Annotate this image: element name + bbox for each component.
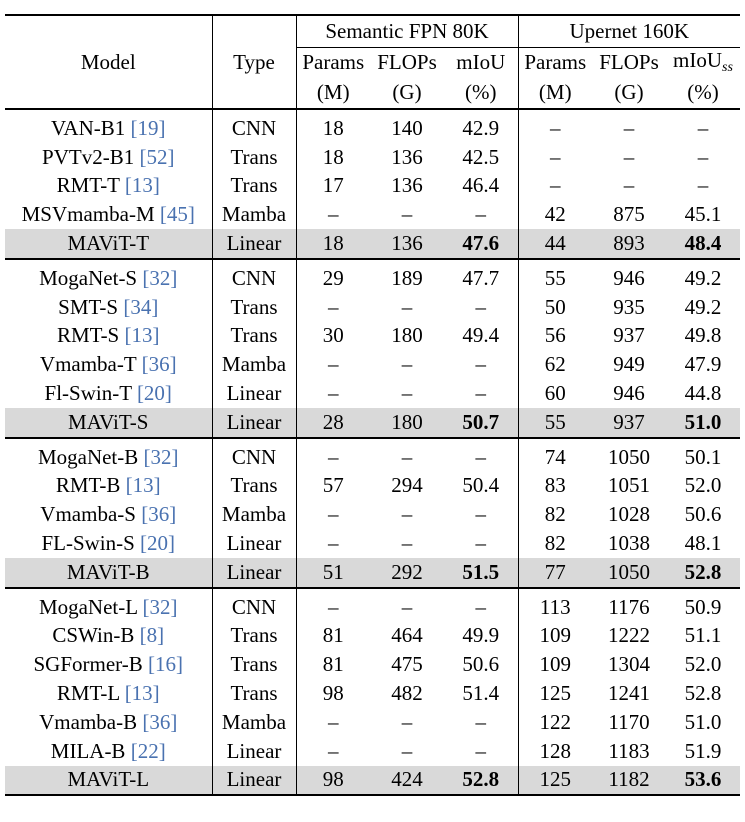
up-flops-cell: 946 (592, 259, 666, 293)
type-cell: Linear (212, 229, 296, 259)
fpn-params-cell: – (328, 531, 339, 556)
up-flops-cell: 1028 (608, 502, 650, 527)
type-cell: Linear (212, 379, 296, 408)
table-row (5, 143, 740, 172)
citation-link[interactable]: [8] (139, 623, 165, 648)
table-row (5, 379, 740, 408)
up-params-cell: 42 (544, 202, 566, 227)
up-params-cell: 77 (518, 558, 592, 588)
up-miou-cell: 50.9 (666, 588, 740, 622)
fpn-flops-cell: 482 (391, 681, 423, 706)
fpn-flops-cell: – (401, 738, 413, 763)
model-name: VAN-B1 (50, 115, 131, 140)
up-miou-cell: 50.6 (684, 502, 722, 527)
table-row (5, 737, 740, 766)
fpn-params-cell: – (328, 502, 339, 527)
model-name: Vmamba-B (39, 709, 143, 734)
model-cell (5, 379, 212, 408)
model-cell (5, 529, 212, 558)
model-cell (5, 172, 212, 201)
up-flops-cell: 1038 (608, 531, 650, 556)
citation-link[interactable]: [13] (124, 323, 160, 348)
type-cell: Trans (212, 650, 296, 679)
type-cell: Linear (212, 766, 296, 796)
fpn-flops-cell: 180 (370, 408, 444, 438)
up-params-cell: 83 (544, 473, 566, 498)
fpn-params-cell: – (328, 352, 339, 377)
up-miou-cell: – (666, 109, 740, 143)
table-row (5, 529, 740, 558)
model-cell (5, 472, 212, 501)
fpn-params-cell: 57 (322, 473, 344, 498)
fpn-flops-cell: 189 (370, 259, 444, 293)
up-miou-cell: 52.0 (684, 652, 722, 677)
fpn-flops-cell: 294 (391, 473, 423, 498)
up-flops-cell: 1183 (608, 738, 650, 763)
table-row (5, 588, 740, 622)
up-flops-cell: 1050 (592, 438, 666, 472)
type-cell: Mamba (212, 350, 296, 379)
fpn-flops-cell: 136 (391, 173, 423, 198)
header-fpn-params-unit: (M) (316, 80, 350, 104)
up-flops-cell: 1050 (592, 558, 666, 588)
fpn-miou-cell: – (444, 293, 518, 322)
up-miou-cell: 51.0 (666, 408, 740, 438)
fpn-params-cell: – (328, 294, 339, 319)
table-row (5, 200, 740, 229)
fpn-miou-cell: 52.8 (444, 766, 518, 796)
fpn-miou-cell: 47.7 (444, 259, 518, 293)
up-flops-cell: 1304 (608, 652, 650, 677)
up-params-cell: 55 (518, 408, 592, 438)
fpn-miou-cell: – (444, 438, 518, 472)
fpn-miou-cell: 42.5 (444, 143, 518, 172)
model-cell (5, 408, 212, 438)
up-params-cell: 109 (539, 623, 571, 648)
fpn-flops-cell: – (370, 588, 444, 622)
up-miou-cell: – (697, 173, 709, 198)
up-miou-cell: 50.1 (666, 438, 740, 472)
fpn-params-cell: 30 (322, 323, 344, 348)
fpn-flops-cell: – (401, 502, 413, 527)
citation-link[interactable]: [52] (139, 144, 175, 169)
up-miou-cell: 47.9 (684, 352, 722, 377)
up-flops-cell: 949 (613, 352, 645, 377)
table-row (5, 500, 740, 529)
segmentation-results-table (5, 14, 740, 796)
model-name: CSWin-B (52, 623, 140, 648)
model-cell (5, 200, 212, 229)
type-cell: Trans (212, 172, 296, 201)
citation-link[interactable]: [16] (148, 652, 183, 677)
type-cell: Trans (212, 679, 296, 708)
type-cell: Linear (212, 529, 296, 558)
table-row (5, 472, 740, 501)
fpn-params-cell: 51 (296, 558, 370, 588)
citation-link[interactable]: [32] (143, 444, 179, 469)
model-name: RMT-B (55, 473, 126, 498)
type-cell: CNN (212, 438, 296, 472)
fpn-miou-cell: 50.6 (444, 650, 518, 679)
up-miou-cell: 48.4 (666, 229, 740, 259)
header-fpn-flops: FLOPs (377, 50, 437, 74)
citation-link[interactable]: [32] (142, 594, 178, 619)
ours-row (5, 229, 740, 259)
fpn-params-cell: – (296, 588, 370, 622)
model-cell (5, 622, 212, 651)
fpn-miou-cell: 50.4 (444, 472, 518, 501)
citation-link[interactable]: [20] (136, 381, 172, 406)
ours-row (5, 408, 740, 438)
up-miou-cell: 51.9 (684, 738, 722, 763)
fpn-params-cell: – (328, 202, 339, 227)
type-cell: Mamba (212, 500, 296, 529)
model-name: MAViT-L (67, 767, 150, 792)
header-up-flops: FLOPs (599, 50, 659, 74)
header-semantic-fpn: Semantic FPN 80K (296, 15, 518, 48)
up-flops-cell: 1176 (592, 588, 666, 622)
model-name: FL-Swin-S (41, 531, 141, 556)
model-cell (5, 350, 212, 379)
citation-link[interactable]: [45] (159, 202, 195, 227)
up-miou-cell: 53.6 (666, 766, 740, 796)
up-params-cell: 109 (539, 652, 571, 677)
header-up-miou-label: mIoU (673, 48, 723, 72)
up-params-cell: – (518, 109, 592, 143)
up-params-cell: – (550, 173, 561, 198)
fpn-flops-cell: – (401, 531, 413, 556)
model-name: MogaNet-B (37, 444, 144, 469)
model-name: Fl-Swin-T (44, 381, 137, 406)
fpn-params-cell: 18 (322, 144, 344, 169)
header-up-miou-subscript: ss (722, 60, 733, 75)
up-params-cell: 60 (544, 381, 566, 406)
fpn-params-cell: 18 (296, 229, 370, 259)
table-row (5, 650, 740, 679)
up-params-cell: 125 (518, 766, 592, 796)
up-params-cell: 82 (544, 502, 566, 527)
citation-link[interactable]: [32] (142, 265, 178, 290)
model-name: RMT-S (56, 323, 125, 348)
header-fpn-miou: mIoU (444, 48, 518, 78)
type-cell: CNN (212, 588, 296, 622)
fpn-params-cell: 81 (322, 623, 344, 648)
table-row (5, 322, 740, 351)
ours-row (5, 766, 740, 796)
citation-link[interactable]: [22] (130, 738, 166, 763)
fpn-miou-cell: – (444, 529, 518, 558)
fpn-params-cell: 98 (296, 766, 370, 796)
table-row (5, 293, 740, 322)
model-cell (5, 500, 212, 529)
citation-link[interactable]: [19] (130, 115, 166, 140)
fpn-miou-cell: 47.6 (444, 229, 518, 259)
citation-link[interactable]: [36] (142, 709, 178, 734)
type-cell: CNN (212, 259, 296, 293)
up-miou-cell: 52.0 (684, 473, 722, 498)
up-miou-cell: 52.8 (684, 681, 722, 706)
citation-link[interactable]: [34] (123, 294, 159, 319)
type-cell: Mamba (212, 708, 296, 737)
up-flops-cell: – (592, 109, 666, 143)
up-miou-cell: 51.0 (684, 709, 722, 734)
fpn-params-cell: – (328, 738, 339, 763)
table-header (5, 15, 740, 109)
model-name: RMT-T (56, 173, 125, 198)
up-miou-cell: – (697, 144, 709, 169)
model-cell (5, 259, 212, 293)
fpn-flops-cell: 424 (370, 766, 444, 796)
fpn-params-cell: 18 (296, 109, 370, 143)
fpn-params-cell: – (296, 438, 370, 472)
header-fpn-params: Params (302, 50, 365, 74)
fpn-flops-cell: 140 (370, 109, 444, 143)
table-row (5, 622, 740, 651)
model-name: SMT-S (58, 294, 124, 319)
up-params-cell: 128 (539, 738, 571, 763)
up-miou-cell: 49.2 (666, 259, 740, 293)
up-flops-cell: 937 (592, 408, 666, 438)
type-cell: CNN (212, 109, 296, 143)
model-cell (5, 650, 212, 679)
header-upernet: Upernet 160K (518, 15, 740, 48)
fpn-flops-cell: – (401, 294, 413, 319)
fpn-params-cell: 29 (296, 259, 370, 293)
fpn-miou-cell: 42.9 (444, 109, 518, 143)
results-table-container (5, 0, 740, 796)
fpn-params-cell: – (328, 381, 339, 406)
fpn-miou-cell: 51.4 (444, 679, 518, 708)
up-params-cell: 50 (544, 294, 566, 319)
model-name: Vmamba-T (39, 352, 142, 377)
up-params-cell: 44 (518, 229, 592, 259)
model-cell (5, 293, 212, 322)
model-cell (5, 558, 212, 588)
citation-link[interactable]: [36] (141, 502, 177, 527)
table-row (5, 438, 740, 472)
type-cell: Trans (212, 622, 296, 651)
table-row (5, 679, 740, 708)
type-cell: Trans (212, 143, 296, 172)
type-cell: Trans (212, 472, 296, 501)
table-row (5, 109, 740, 143)
model-name: Vmamba-S (40, 502, 142, 527)
up-params-cell: – (550, 144, 561, 169)
fpn-miou-cell: – (444, 200, 518, 229)
up-params-cell: 125 (539, 681, 571, 706)
type-cell: Linear (212, 558, 296, 588)
model-name: MAViT-S (68, 409, 149, 434)
up-flops-cell: – (623, 144, 635, 169)
up-params-cell: 74 (518, 438, 592, 472)
fpn-flops-cell: 475 (391, 652, 423, 677)
up-miou-cell: 44.8 (684, 381, 722, 406)
fpn-flops-cell: – (370, 438, 444, 472)
fpn-flops-cell: 136 (370, 229, 444, 259)
up-params-cell: 122 (539, 709, 571, 734)
up-params-cell: 82 (544, 531, 566, 556)
table-row (5, 172, 740, 201)
up-miou-cell: 49.2 (684, 294, 722, 319)
model-cell (5, 109, 212, 143)
header-up-miou-unit: (%) (687, 80, 719, 104)
fpn-miou-cell: 49.4 (444, 322, 518, 351)
up-flops-cell: 1051 (608, 473, 650, 498)
model-name: SGFormer-B (33, 652, 148, 677)
up-flops-cell: 937 (613, 323, 645, 348)
ours-row (5, 558, 740, 588)
up-miou-cell: 49.8 (684, 323, 722, 348)
up-miou-cell: 51.1 (684, 623, 722, 648)
fpn-miou-cell: – (444, 379, 518, 408)
fpn-miou-cell: – (444, 708, 518, 737)
fpn-miou-cell: 50.7 (444, 408, 518, 438)
fpn-flops-cell: – (401, 381, 413, 406)
model-cell (5, 737, 212, 766)
type-cell: Mamba (212, 200, 296, 229)
model-name: MogaNet-L (38, 594, 143, 619)
header-up-params: Params (524, 50, 587, 74)
model-name: MAViT-T (67, 231, 150, 256)
table-row (5, 259, 740, 293)
fpn-miou-cell: – (444, 588, 518, 622)
up-flops-cell: 935 (613, 294, 645, 319)
model-cell (5, 229, 212, 259)
fpn-miou-cell: 51.5 (444, 558, 518, 588)
header-up-miou (666, 48, 740, 78)
header-fpn-miou-unit: (%) (444, 77, 518, 109)
fpn-miou-cell: – (444, 350, 518, 379)
fpn-params-cell: 28 (296, 408, 370, 438)
model-name: MILA-B (50, 738, 131, 763)
type-cell: Trans (212, 293, 296, 322)
up-params-cell: 56 (544, 323, 566, 348)
fpn-flops-cell: 464 (391, 623, 423, 648)
fpn-flops-cell: – (401, 352, 413, 377)
model-name: PVTv2-B1 (42, 144, 140, 169)
header-model: Model (5, 15, 212, 109)
fpn-miou-cell: 49.9 (444, 622, 518, 651)
up-flops-cell: 946 (613, 381, 645, 406)
model-name: RMT-L (56, 681, 125, 706)
model-cell (5, 322, 212, 351)
fpn-params-cell: 81 (322, 652, 344, 677)
type-cell: Linear (212, 737, 296, 766)
model-cell (5, 143, 212, 172)
up-flops-cell: 893 (592, 229, 666, 259)
fpn-flops-cell: 136 (391, 144, 423, 169)
model-cell (5, 766, 212, 796)
fpn-params-cell: 17 (322, 173, 344, 198)
fpn-flops-cell: – (401, 202, 413, 227)
fpn-flops-cell: 180 (391, 323, 423, 348)
fpn-miou-cell: – (444, 737, 518, 766)
fpn-miou-cell: 46.4 (444, 172, 518, 201)
table-body (5, 109, 740, 795)
up-miou-cell: 48.1 (684, 531, 722, 556)
up-flops-cell: 1182 (592, 766, 666, 796)
header-fpn-flops-unit: (G) (392, 80, 422, 104)
up-flops-cell: 875 (613, 202, 645, 227)
fpn-miou-cell: – (444, 500, 518, 529)
up-flops-cell: 1222 (608, 623, 650, 648)
model-cell (5, 708, 212, 737)
model-cell (5, 588, 212, 622)
up-flops-cell: 1170 (608, 709, 650, 734)
type-cell: Linear (212, 408, 296, 438)
citation-link[interactable]: [13] (124, 681, 160, 706)
table-row (5, 708, 740, 737)
type-cell: Trans (212, 322, 296, 351)
model-name: MogaNet-S (39, 265, 143, 290)
fpn-params-cell: – (328, 709, 339, 734)
up-params-cell: 55 (518, 259, 592, 293)
up-params-cell: 113 (518, 588, 592, 622)
header-type: Type (212, 15, 296, 109)
model-cell (5, 679, 212, 708)
fpn-flops-cell: 292 (370, 558, 444, 588)
up-flops-cell: – (623, 173, 635, 198)
header-up-flops-unit: (G) (614, 80, 644, 104)
model-cell (5, 438, 212, 472)
citation-link[interactable]: [13] (125, 473, 161, 498)
citation-link[interactable]: [20] (140, 531, 176, 556)
model-name: MAViT-B (66, 559, 150, 584)
citation-link[interactable]: [13] (124, 173, 160, 198)
up-miou-cell: 45.1 (684, 202, 722, 227)
fpn-params-cell: 98 (322, 681, 344, 706)
up-params-cell: 62 (544, 352, 566, 377)
up-miou-cell: 52.8 (666, 558, 740, 588)
model-name: MSVmamba-M (21, 202, 160, 227)
citation-link[interactable]: [36] (141, 352, 177, 377)
up-flops-cell: 1241 (608, 681, 650, 706)
header-up-params-unit: (M) (538, 80, 572, 104)
fpn-flops-cell: – (401, 709, 413, 734)
table-row (5, 350, 740, 379)
